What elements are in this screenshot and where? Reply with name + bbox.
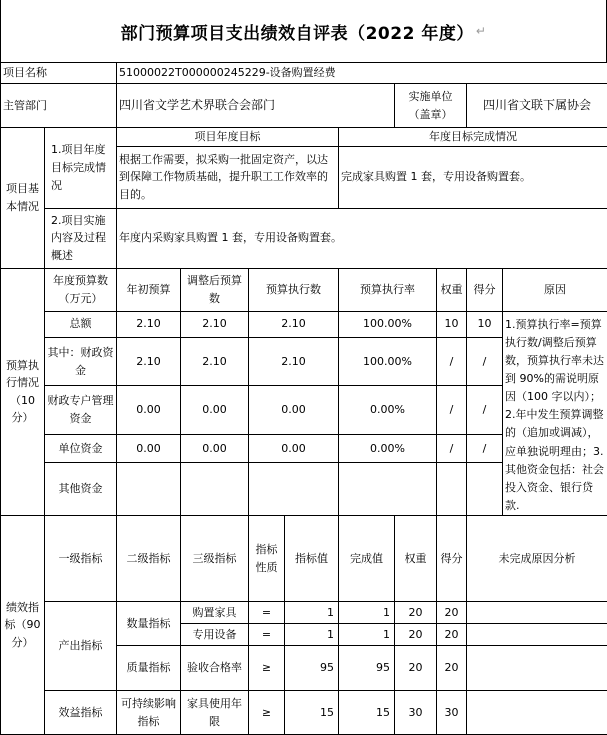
budget-initial: 0.00	[117, 434, 181, 463]
perf-third: 家具使用年限	[181, 691, 249, 735]
overview-row1-label: 1.项目年度目标完成情况	[45, 128, 117, 209]
perf-header-5: 完成值	[339, 516, 395, 602]
overview-impl-row	[1, 208, 607, 268]
perf-sustain-label: 可持续影响指标	[117, 691, 181, 735]
budget-score: /	[467, 434, 503, 463]
perf-header-1: 二级指标	[117, 516, 181, 602]
perf-actual: 15	[339, 691, 395, 735]
perf-weight: 20	[395, 646, 437, 691]
budget-adjusted: 2.10	[181, 311, 249, 337]
budget-weight	[437, 463, 467, 516]
impl-label-line2: （盖章）	[397, 106, 464, 124]
budget-initial	[117, 463, 181, 516]
perf-actual: 1	[339, 602, 395, 624]
goal-header: 项目年度目标	[117, 128, 339, 147]
perf-actual: 95	[339, 646, 395, 691]
budget-header-row	[1, 268, 607, 311]
perf-third: 专用设备	[181, 624, 249, 646]
done-header: 年度目标完成情况	[339, 128, 607, 147]
budget-score: /	[467, 386, 503, 434]
budget-rate: 0.00%	[339, 386, 437, 434]
budget-executed	[249, 463, 339, 516]
budget-header-6: 得分	[467, 268, 503, 311]
budget-header-5: 权重	[437, 268, 467, 311]
perf-output-label: 产出指标	[45, 602, 117, 691]
perf-quality-label: 质量指标	[117, 646, 181, 691]
perf-reason	[467, 646, 607, 691]
perf-header-0: 一级指标	[45, 516, 117, 602]
project-name-label: 项目名称	[1, 63, 117, 84]
budget-reason-text: 1.预算执行率=预算执行数/调整后预算数，预算执行率未达到 90%的需说明原因（100 字以内）；2.年中发生预算调整的（追加或调减），应单独说明理由；3.其他资金包括：社会投入资金、银行贷款.	[503, 311, 607, 516]
perf-third: 验收合格率	[181, 646, 249, 691]
goal-text: 根据工作需要，拟采购一批固定资产，以达到保障工作物质基础，提升职工工作效率的目的。	[117, 146, 339, 208]
budget-weight: /	[437, 386, 467, 434]
perf-qty-label: 数量指标	[117, 602, 181, 646]
budget-adjusted: 0.00	[181, 386, 249, 434]
perf-actual: 1	[339, 624, 395, 646]
perf-section-label: 绩效指标（90分）	[1, 516, 45, 735]
perf-score: 20	[437, 624, 467, 646]
form-title-text: 部门预算项目支出绩效自评表（2022 年度）	[121, 19, 474, 44]
budget-adjusted: 0.00	[181, 434, 249, 463]
budget-score: /	[467, 337, 503, 385]
perf-nature: =	[249, 624, 285, 646]
perf-score: 30	[437, 691, 467, 735]
evaluation-table	[0, 62, 607, 735]
perf-score: 20	[437, 646, 467, 691]
budget-row-label: 财政专户管理资金	[45, 386, 117, 434]
budget-rate: 100.00%	[339, 337, 437, 385]
budget-rate: 0.00%	[339, 434, 437, 463]
budget-header-4: 预算执行率	[339, 268, 437, 311]
perf-row	[1, 691, 607, 735]
perf-header-3: 指标性质	[249, 516, 285, 602]
budget-adjusted	[181, 463, 249, 516]
budget-header-1: 年初预算	[117, 268, 181, 311]
impl-text: 年度内采购家具购置 1 套，专用设备购置套。	[117, 208, 607, 268]
impl-label-line1: 实施单位	[397, 88, 464, 106]
budget-executed: 2.10	[249, 311, 339, 337]
perf-score: 20	[437, 602, 467, 624]
budget-section-label: 预算执行情况（10分）	[1, 268, 45, 516]
perf-reason	[467, 624, 607, 646]
impl-value: 四川省文联下属协会	[467, 84, 607, 128]
perf-header-2: 三级指标	[181, 516, 249, 602]
perf-header-4: 指标值	[285, 516, 339, 602]
perf-benefit-label: 效益指标	[45, 691, 117, 735]
paragraph-mark-icon: ↵	[476, 24, 487, 38]
perf-nature: ≥	[249, 646, 285, 691]
budget-row-label: 其他资金	[45, 463, 117, 516]
perf-target: 1	[285, 602, 339, 624]
project-name-row	[1, 63, 607, 84]
perf-weight: 20	[395, 602, 437, 624]
budget-weight: /	[437, 434, 467, 463]
budget-initial: 2.10	[117, 311, 181, 337]
perf-header-row	[1, 516, 607, 602]
perf-third: 购置家具	[181, 602, 249, 624]
budget-header-0: 年度预算数（万元）	[45, 268, 117, 311]
impl-label	[395, 84, 467, 128]
budget-weight: 10	[437, 311, 467, 337]
department-row	[1, 84, 607, 128]
dept-value: 四川省文学艺术界联合会部门	[117, 84, 395, 128]
budget-rate	[339, 463, 437, 516]
overview-header-row	[1, 128, 607, 147]
perf-nature: ≥	[249, 691, 285, 735]
overview-row2-label: 2.项目实施内容及过程概述	[45, 208, 117, 268]
budget-score	[467, 463, 503, 516]
budget-row-label: 单位资金	[45, 434, 117, 463]
dept-label: 主管部门	[1, 84, 117, 128]
budget-adjusted: 2.10	[181, 337, 249, 385]
perf-weight: 20	[395, 624, 437, 646]
perf-header-8: 未完成原因分析	[467, 516, 607, 602]
budget-executed: 0.00	[249, 434, 339, 463]
budget-row-label: 总额	[45, 311, 117, 337]
budget-rate: 100.00%	[339, 311, 437, 337]
budget-executed: 2.10	[249, 337, 339, 385]
perf-reason	[467, 691, 607, 735]
perf-header-6: 权重	[395, 516, 437, 602]
perf-weight: 30	[395, 691, 437, 735]
perf-nature: =	[249, 602, 285, 624]
perf-reason	[467, 602, 607, 624]
budget-executed: 0.00	[249, 386, 339, 434]
budget-initial: 0.00	[117, 386, 181, 434]
perf-row	[1, 602, 607, 624]
budget-row	[1, 311, 607, 337]
done-text: 完成家具购置 1 套，专用设备购置套。	[339, 146, 607, 208]
budget-score: 10	[467, 311, 503, 337]
budget-header-2: 调整后预算数	[181, 268, 249, 311]
budget-row-label: 其中：财政资金	[45, 337, 117, 385]
overview-section-label: 项目基本情况	[1, 128, 45, 269]
budget-header-7: 原因	[503, 268, 607, 311]
form-title	[0, 0, 607, 62]
budget-header-3: 预算执行数	[249, 268, 339, 311]
budget-initial: 2.10	[117, 337, 181, 385]
perf-target: 1	[285, 624, 339, 646]
perf-header-7: 得分	[437, 516, 467, 602]
perf-target: 95	[285, 646, 339, 691]
budget-weight: /	[437, 337, 467, 385]
project-name-value: 51000022T000000245229-设备购置经费	[117, 63, 607, 84]
perf-target: 15	[285, 691, 339, 735]
